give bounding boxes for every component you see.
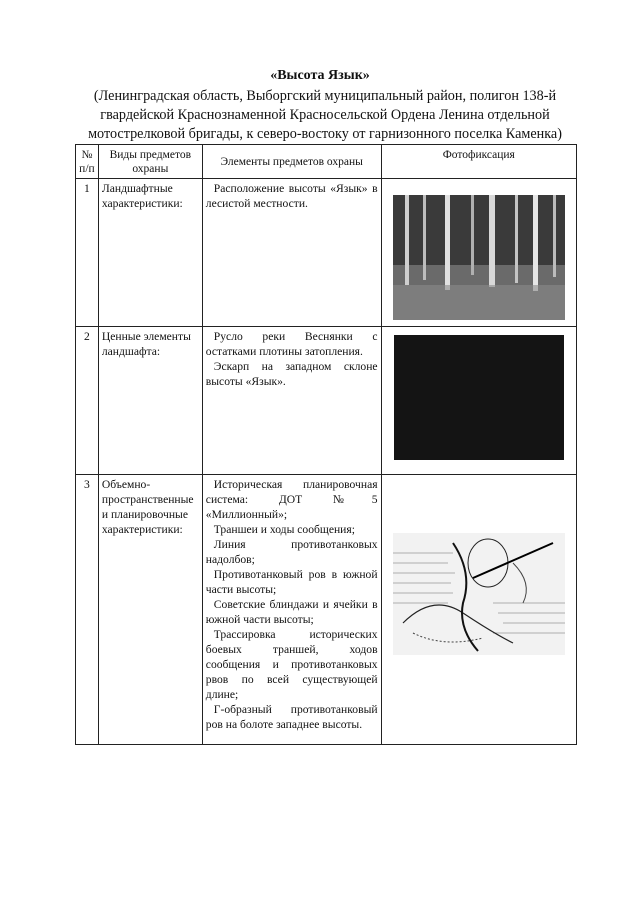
row-photo xyxy=(381,327,576,475)
row-num: 3 xyxy=(76,475,99,745)
header-num: № п/п xyxy=(76,145,99,179)
row-elements xyxy=(202,327,381,475)
subtitle-line: (Ленинградская область, Выборгский муниципальный район, полигон 138-й xyxy=(93,88,557,104)
subtitle-line: гвардейской Краснознаменной Красносельской Ордена Ленина отдельной xyxy=(100,107,550,123)
row-num: 1 xyxy=(76,179,99,327)
subtitle-line: мотострелковой бригады, к северо-востоку от гарнизонного поселка Каменка) xyxy=(88,126,562,142)
row-elements xyxy=(202,475,381,745)
row-photo xyxy=(381,475,576,745)
photo-riverbed xyxy=(394,335,564,460)
row-type: Ценные элементы ландшафта: xyxy=(98,327,202,475)
photo-map xyxy=(393,533,565,655)
forest-image xyxy=(393,195,565,320)
table-row xyxy=(76,327,577,475)
row-type: Объемно-пространственные и планировочные характеристики: xyxy=(98,475,202,745)
table-header-row xyxy=(76,145,577,179)
photo-forest xyxy=(393,195,565,320)
table-row xyxy=(76,475,577,745)
header-photo: Фотофиксация xyxy=(381,145,576,179)
element-item: Г-образный противотанковый ров на болоте западнее высоты. xyxy=(205,703,378,731)
element-item: Траншеи и ходы сообщения; xyxy=(213,523,355,536)
row-type: Ландшафтные характеристики: xyxy=(98,179,202,327)
element-item: Расположение высоты «Язык» в лесистой местности. xyxy=(205,182,378,210)
row-photo xyxy=(381,179,576,327)
table-row xyxy=(76,179,577,327)
row-num: 2 xyxy=(76,327,99,475)
header-elements: Элементы предметов охраны xyxy=(202,145,381,179)
header-type: Виды предметов охраны xyxy=(98,145,202,179)
element-item: Противотанковый ров в южной части высоты; xyxy=(205,568,378,596)
element-item: Эскарп на западном склоне высоты «Язык». xyxy=(205,360,378,388)
element-item: Советские блиндажи и ячейки в южной части высоты; xyxy=(205,598,378,626)
element-item: Линия противотанковых надолбов; xyxy=(205,538,378,566)
element-item: Трассировка исторических боевых траншей, ходов сообщения и противотанковых рвов по всей существующей длине; xyxy=(205,628,378,701)
map-scheme-image xyxy=(393,533,565,655)
protection-table xyxy=(75,144,577,745)
document-subtitle xyxy=(70,87,580,144)
document-title: «Высота Язык» xyxy=(270,68,370,83)
element-item: Русло реки Веснянки с остатками плотины затопления. xyxy=(205,330,378,358)
element-item: Историческая планировочная система: ДОТ №5 «Миллионный»; xyxy=(205,478,378,521)
row-elements xyxy=(202,179,381,327)
